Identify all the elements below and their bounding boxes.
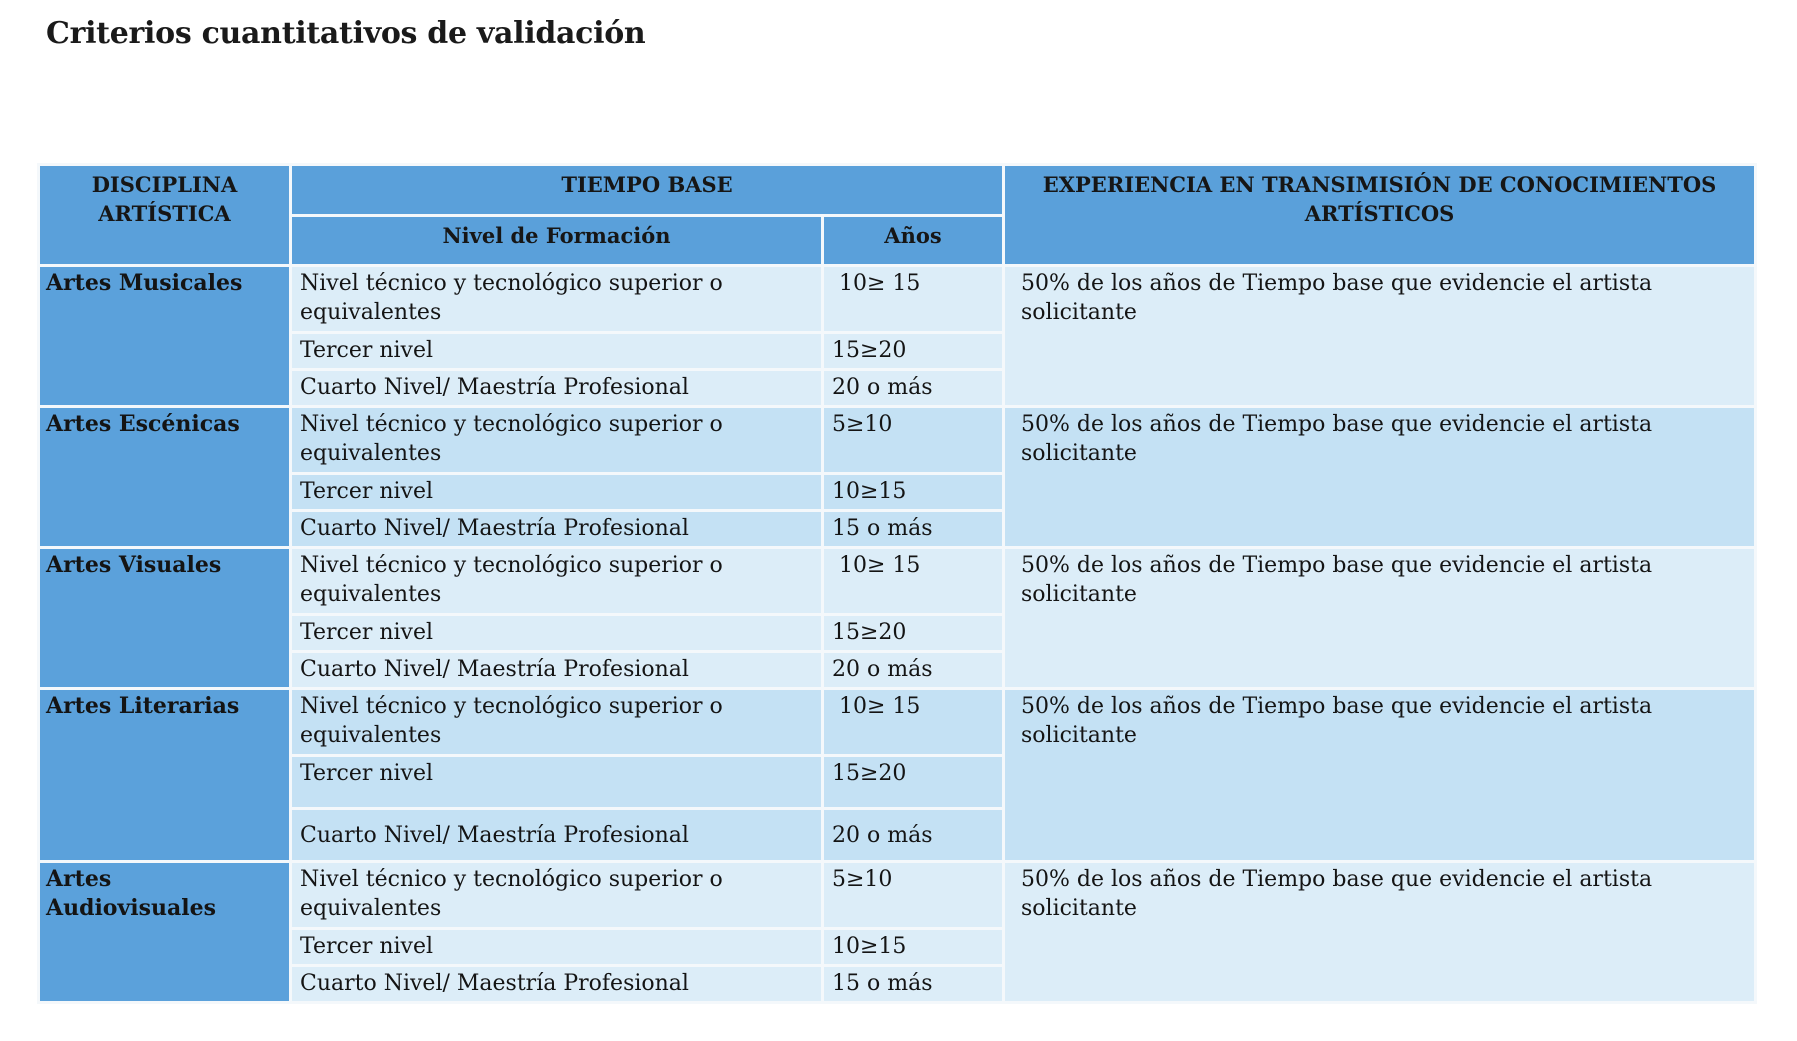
validation-criteria-table-container — [37, 163, 1754, 1004]
anos-cell: 15≥20 — [823, 756, 1004, 809]
nivel-cell: Cuarto Nivel/ Maestría Profesional — [291, 652, 823, 689]
nivel-cell: Tercer nivel — [291, 756, 823, 809]
disciplina-cell: Artes Musicales — [39, 266, 291, 407]
anos-cell: 15≥20 — [823, 615, 1004, 652]
disciplina-cell: Artes Escénicas — [39, 407, 291, 548]
page-title: Criterios cuantitativos de validación — [46, 16, 646, 51]
nivel-cell: Tercer nivel — [291, 474, 823, 511]
anos-cell: 20 o más — [823, 809, 1004, 862]
nivel-cell: Tercer nivel — [291, 615, 823, 652]
nivel-cell: Tercer nivel — [291, 333, 823, 370]
nivel-cell: Nivel técnico y tecnológico superior o equivalentes — [291, 407, 823, 474]
table-row — [39, 407, 1756, 474]
anos-cell: 10≥ 15 — [823, 266, 1004, 333]
nivel-cell: Cuarto Nivel/ Maestría Profesional — [291, 966, 823, 1003]
experiencia-cell: 50% de los años de Tiempo base que evidencie el artista solicitante — [1004, 407, 1756, 548]
table-header — [39, 165, 1756, 266]
nivel-cell: Cuarto Nivel/ Maestría Profesional — [291, 511, 823, 548]
nivel-cell: Cuarto Nivel/ Maestría Profesional — [291, 809, 823, 862]
anos-cell: 15 o más — [823, 966, 1004, 1003]
header-disciplina: DISCIPLINA ARTÍSTICA — [39, 165, 291, 266]
experiencia-cell: 50% de los años de Tiempo base que evidencie el artista solicitante — [1004, 266, 1756, 407]
table-row — [39, 689, 1756, 756]
disciplina-cell: Artes Literarias — [39, 689, 291, 862]
table-row — [39, 548, 1756, 615]
nivel-cell: Tercer nivel — [291, 929, 823, 966]
anos-cell: 10≥ 15 — [823, 548, 1004, 615]
anos-cell: 10≥15 — [823, 929, 1004, 966]
table-body — [39, 266, 1756, 1003]
experiencia-cell: 50% de los años de Tiempo base que evidencie el artista solicitante — [1004, 689, 1756, 862]
anos-cell: 10≥15 — [823, 474, 1004, 511]
nivel-cell: Nivel técnico y tecnológico superior o equivalentes — [291, 689, 823, 756]
header-nivel-formacion: Nivel de Formación — [291, 215, 823, 266]
anos-cell: 10≥ 15 — [823, 689, 1004, 756]
header-tiempo-base: TIEMPO BASE — [291, 165, 1004, 216]
nivel-cell: Nivel técnico y tecnológico superior o equivalentes — [291, 862, 823, 929]
disciplina-cell: Artes Audiovisuales — [39, 862, 291, 1003]
nivel-cell: Cuarto Nivel/ Maestría Profesional — [291, 370, 823, 407]
experiencia-cell: 50% de los años de Tiempo base que evidencie el artista solicitante — [1004, 862, 1756, 1003]
anos-cell: 5≥10 — [823, 862, 1004, 929]
anos-cell: 15 o más — [823, 511, 1004, 548]
anos-cell: 5≥10 — [823, 407, 1004, 474]
nivel-cell: Nivel técnico y tecnológico superior o equivalentes — [291, 548, 823, 615]
anos-cell: 20 o más — [823, 652, 1004, 689]
anos-cell: 15≥20 — [823, 333, 1004, 370]
disciplina-cell: Artes Visuales — [39, 548, 291, 689]
validation-criteria-table — [37, 163, 1757, 1004]
experiencia-cell: 50% de los años de Tiempo base que evidencie el artista solicitante — [1004, 548, 1756, 689]
header-anos: Años — [823, 215, 1004, 266]
nivel-cell: Nivel técnico y tecnológico superior o equivalentes — [291, 266, 823, 333]
table-row — [39, 862, 1756, 929]
table-row — [39, 266, 1756, 333]
header-experiencia: EXPERIENCIA EN TRANSIMISIÓN DE CONOCIMIENTOS ARTÍSTICOS — [1004, 165, 1756, 266]
anos-cell: 20 o más — [823, 370, 1004, 407]
